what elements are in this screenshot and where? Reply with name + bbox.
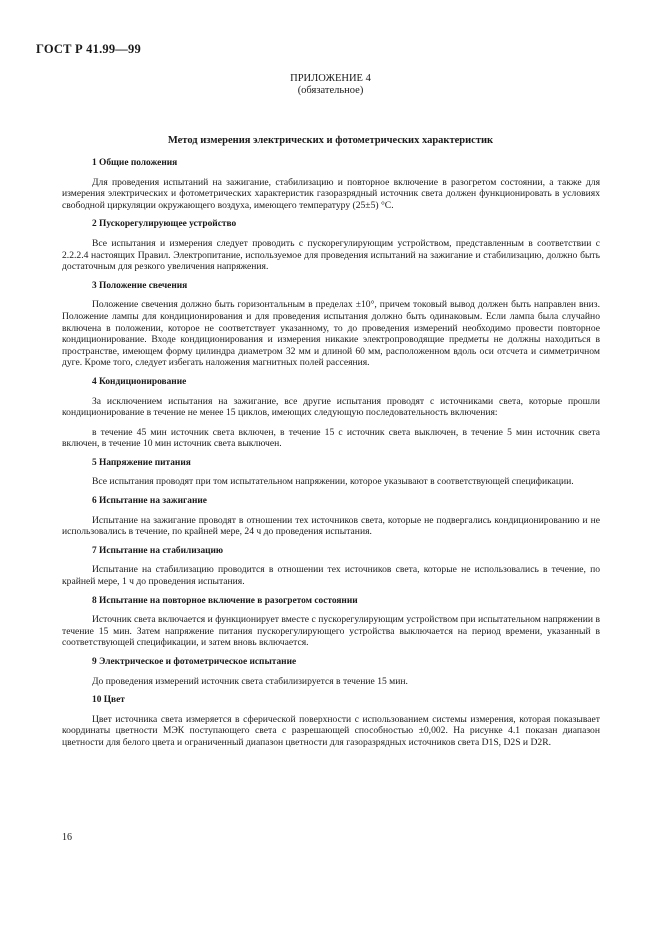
section	[62, 657, 600, 687]
document-title: Метод измерения электрических и фотометрических характеристик	[167, 135, 494, 146]
section	[62, 546, 600, 588]
section	[62, 219, 600, 272]
section-heading: 4 Кондиционирование	[92, 376, 187, 387]
section-paragraph: Положение свечения должно быть горизонтальным в пределах ±10°, причем токовый вывод должен быть направлен вниз. Положение лампы для кондиционирования и для проведения испытания должно быть одинаковым. Если лампа была случайно включена в положении, которое не соответствует указанному, то до проведения измерений необходимо провести повторное кондиционирование. Входе кондиционирования и измерения никакие электропроводящие предметы не должны находиться в пространстве, имеющем форму цилиндра диаметром 32 мм и длиной 60 мм, расположенном вдоль оси отсчета и симметричном дуге. Кроме того, следует избегать наложения магнитных полей рассеяния.	[62, 299, 600, 369]
section-paragraph: в течение 45 мин источник света включен, в течение 15 с источник света выключен, в течение 5 мин источник света включен, в течение 10 мин источник света выключен.	[62, 426, 600, 450]
section-paragraph: За исключением испытания на зажигание, все другие испытания проводят с источниками света, которые прошли кондиционирование в течение не менее 15 циклов, имеющих следующую последовательность включения:	[62, 395, 600, 419]
section	[62, 596, 600, 649]
section-paragraph: Испытание на стабилизацию проводится в отношении тех источников света, которые не использовались в течение, по крайней мере, 1 ч до проведения испытания.	[62, 564, 600, 588]
section-paragraph: Испытание на зажигание проводят в отношении тех источников света, которые не подвергались кондиционированию и не использовались в течение, по крайней мере, 24 ч до проведения испытания.	[62, 514, 600, 538]
document-code: ГОСТ Р 41.99—99	[36, 42, 141, 56]
section-paragraph: Цвет источника света измеряется в сферической поверхности с использованием системы измерения, которая показывает координаты цветности МЭК поступающего света с разрешающей способностью ±0,002. На рисунке 4.1 показан диапазон цветности для белого цвета и ограниченный диапазон цветности для газоразрядных источников света D1S, D2S и D2R.	[62, 713, 600, 748]
section	[62, 496, 600, 538]
sections-container	[62, 158, 600, 757]
section-heading: 3 Положение свечения	[92, 280, 188, 291]
appendix-header	[0, 73, 661, 97]
section-heading: 5 Напряжение питания	[92, 457, 191, 468]
appendix-title: ПРИЛОЖЕНИЕ 4	[290, 73, 371, 84]
section	[62, 281, 600, 369]
section	[62, 158, 600, 211]
section-heading: 9 Электрическое и фотометрическое испытание	[92, 657, 297, 667]
section-paragraph: Источник света включается и функционирует вместе с пускорегулирующим устройством при испытательном напряжении в течение 15 мин. Затем напряжение питания пускорегулирующего устройства выключается на период времени, указанный в соответствующей спецификации, и затем вновь включается.	[62, 614, 600, 649]
section-heading: 2 Пускорегулирующее устройство	[92, 219, 237, 230]
section-paragraph: Для проведения испытаний на зажигание, стабилизацию и повторное включение в разогретом состоянии, а также для измерения электрических и фотометрических характеристик газоразрядный источник света должен функционировать в условиях свободной циркуляции окружающего воздуха, имеющего температуру (25±5) °С.	[62, 176, 600, 211]
section-heading: 7 Испытание на стабилизацию	[92, 545, 224, 556]
section-paragraph: Все испытания проводят при том испытательном напряжении, которое указывают в соответствующей спецификации.	[92, 476, 574, 488]
section-paragraph: До проведения измерений источник света стабилизируется в течение 15 мин.	[92, 675, 408, 687]
section-heading: 10 Цвет	[92, 695, 125, 706]
appendix-note: (обязательное)	[297, 85, 364, 96]
section	[62, 695, 600, 748]
section	[62, 458, 600, 488]
section-paragraph: Все испытания и измерения следует проводить с пускорегулирующим устройством, представленным в соответствии с 2.2.2.4 настоящих Правил. Электропитание, используемое для проведения испытаний на зажигание и стабилизацию, должно быть достаточным для резкого увеличения напряжения.	[62, 237, 600, 273]
section-heading: 6 Испытание на зажигание	[92, 496, 207, 507]
page-number: 16	[62, 832, 72, 843]
section-heading: 8 Испытание на повторное включение в разогретом состоянии	[92, 595, 358, 606]
section	[62, 377, 600, 450]
section-heading: 1 Общие положения	[92, 158, 178, 168]
